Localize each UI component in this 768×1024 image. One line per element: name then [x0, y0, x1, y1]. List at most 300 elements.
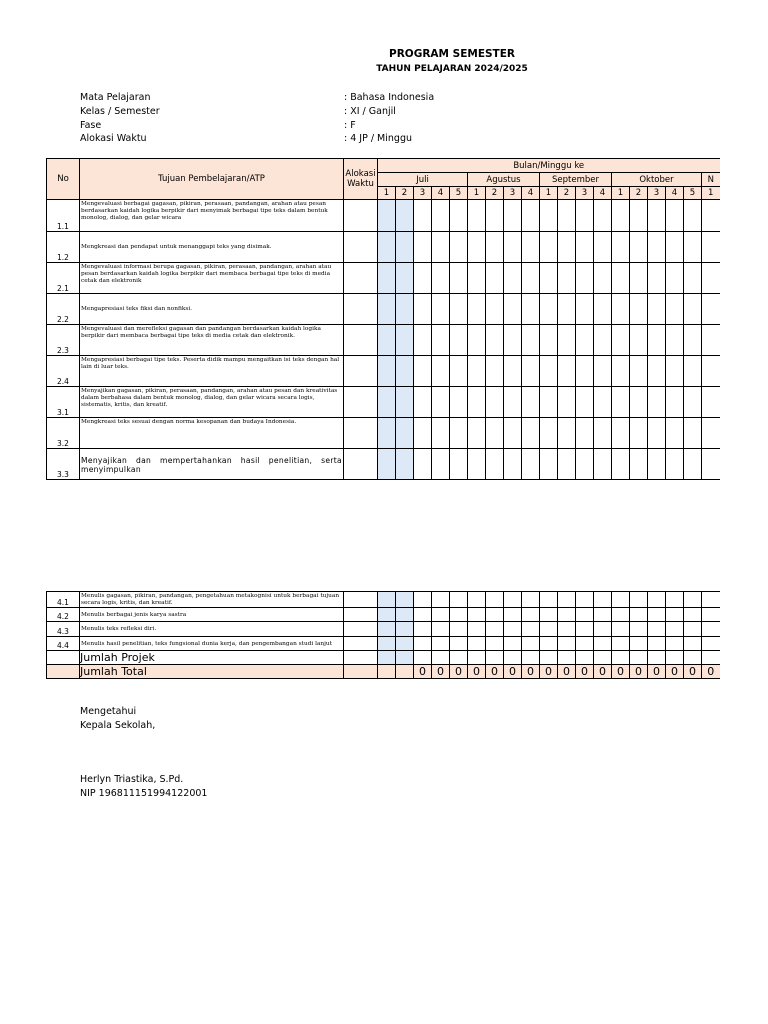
week-cell[interactable]	[630, 263, 648, 294]
week-cell[interactable]	[432, 622, 450, 637]
week-cell[interactable]	[504, 608, 522, 622]
week-cell[interactable]	[450, 356, 468, 387]
week-cell[interactable]	[630, 200, 648, 232]
week-cell[interactable]	[666, 200, 684, 232]
week-cell[interactable]	[378, 608, 396, 622]
week-cell[interactable]	[648, 356, 666, 387]
week-cell[interactable]	[414, 232, 432, 263]
week-cell[interactable]	[450, 637, 468, 651]
week-cell[interactable]	[630, 651, 648, 665]
week-cell[interactable]	[486, 263, 504, 294]
week-cell[interactable]	[702, 418, 720, 449]
row-alokasi[interactable]	[344, 637, 378, 651]
week-cell[interactable]	[432, 592, 450, 608]
week-cell[interactable]	[450, 325, 468, 356]
week-cell[interactable]	[486, 418, 504, 449]
week-cell[interactable]	[414, 387, 432, 418]
row-alokasi[interactable]	[344, 200, 378, 232]
week-cell[interactable]	[612, 592, 630, 608]
total-value: 0	[486, 665, 504, 679]
week-cell[interactable]	[414, 622, 432, 637]
week-cell[interactable]	[558, 449, 576, 480]
week-cell[interactable]	[468, 294, 486, 325]
week-cell[interactable]	[612, 608, 630, 622]
week-cell[interactable]	[522, 294, 540, 325]
week-cell[interactable]	[396, 200, 414, 232]
week-cell[interactable]	[468, 325, 486, 356]
week-cell[interactable]	[504, 592, 522, 608]
week-cell[interactable]	[414, 356, 432, 387]
week-cell[interactable]	[612, 637, 630, 651]
week-cell[interactable]	[702, 651, 720, 665]
week-cell[interactable]	[378, 418, 396, 449]
week-cell[interactable]	[648, 387, 666, 418]
week-cell[interactable]	[648, 651, 666, 665]
week-cell[interactable]	[396, 651, 414, 665]
total-value: 0	[540, 665, 558, 679]
week-cell[interactable]	[396, 637, 414, 651]
week-cell[interactable]	[576, 608, 594, 622]
week-cell[interactable]	[576, 294, 594, 325]
week-cell[interactable]	[594, 232, 612, 263]
week-cell[interactable]	[432, 637, 450, 651]
week-cell[interactable]	[504, 325, 522, 356]
week-cell[interactable]	[684, 449, 702, 480]
header-week: 4	[432, 187, 450, 200]
week-cell[interactable]	[468, 592, 486, 608]
total-value: 0	[648, 665, 666, 679]
week-cell[interactable]	[666, 637, 684, 651]
week-cell[interactable]	[522, 608, 540, 622]
header-month: Juli	[378, 173, 468, 187]
week-cell[interactable]	[432, 200, 450, 232]
week-cell[interactable]	[468, 449, 486, 480]
week-cell[interactable]	[486, 294, 504, 325]
week-cell[interactable]	[558, 592, 576, 608]
week-cell[interactable]	[432, 387, 450, 418]
week-cell[interactable]	[396, 356, 414, 387]
week-cell[interactable]	[576, 449, 594, 480]
week-cell[interactable]	[576, 200, 594, 232]
week-cell[interactable]	[576, 418, 594, 449]
week-cell[interactable]	[468, 622, 486, 637]
week-cell[interactable]	[540, 608, 558, 622]
total-value: 0	[504, 665, 522, 679]
week-cell[interactable]	[630, 294, 648, 325]
week-cell[interactable]	[396, 294, 414, 325]
week-cell[interactable]	[576, 232, 594, 263]
week-cell[interactable]	[414, 651, 432, 665]
week-cell[interactable]	[666, 622, 684, 637]
week-cell[interactable]	[468, 387, 486, 418]
week-cell[interactable]	[378, 592, 396, 608]
week-cell[interactable]	[576, 622, 594, 637]
week-cell[interactable]	[684, 294, 702, 325]
week-cell[interactable]	[558, 200, 576, 232]
week-cell[interactable]	[630, 608, 648, 622]
week-cell[interactable]	[486, 651, 504, 665]
week-cell[interactable]	[450, 449, 468, 480]
week-cell[interactable]	[522, 263, 540, 294]
week-cell[interactable]	[468, 356, 486, 387]
row-alokasi[interactable]	[344, 387, 378, 418]
week-cell[interactable]	[396, 449, 414, 480]
week-cell[interactable]	[576, 387, 594, 418]
week-cell[interactable]	[576, 263, 594, 294]
week-cell[interactable]	[594, 325, 612, 356]
week-cell[interactable]	[486, 232, 504, 263]
week-cell[interactable]	[666, 449, 684, 480]
week-cell[interactable]	[594, 637, 612, 651]
week-cell[interactable]	[666, 263, 684, 294]
row-alokasi[interactable]	[344, 418, 378, 449]
week-cell[interactable]	[522, 325, 540, 356]
week-cell[interactable]	[702, 592, 720, 608]
week-cell[interactable]	[702, 608, 720, 622]
week-cell[interactable]	[558, 325, 576, 356]
row-tujuan: Mengkreasi dan pendapat untuk menanggapi teks yang disimak.	[80, 232, 344, 263]
week-cell[interactable]	[522, 232, 540, 263]
week-cell[interactable]	[540, 651, 558, 665]
week-cell[interactable]	[414, 608, 432, 622]
week-cell[interactable]	[540, 622, 558, 637]
row-alokasi[interactable]	[344, 622, 378, 637]
week-cell[interactable]	[432, 651, 450, 665]
week-cell[interactable]	[396, 263, 414, 294]
week-cell[interactable]	[684, 608, 702, 622]
week-cell[interactable]	[414, 449, 432, 480]
week-cell[interactable]	[702, 263, 720, 294]
week-cell[interactable]	[504, 356, 522, 387]
meta-value: : XI / Ganjil	[344, 105, 396, 117]
week-cell[interactable]	[558, 622, 576, 637]
week-cell[interactable]	[396, 622, 414, 637]
week-cell[interactable]	[378, 232, 396, 263]
week-cell[interactable]	[684, 637, 702, 651]
week-cell[interactable]	[396, 418, 414, 449]
week-cell[interactable]	[432, 418, 450, 449]
week-cell[interactable]	[612, 449, 630, 480]
week-cell[interactable]	[558, 294, 576, 325]
week-cell[interactable]	[378, 637, 396, 651]
week-cell[interactable]	[612, 263, 630, 294]
week-cell[interactable]	[648, 232, 666, 263]
week-cell[interactable]	[630, 232, 648, 263]
header-tujuan: Tujuan Pembelajaran/ATP	[80, 159, 344, 200]
row-tujuan: Menyajikan dan mempertahankan hasil penelitian, serta menyimpulkan	[80, 449, 344, 480]
week-cell[interactable]	[486, 608, 504, 622]
week-cell[interactable]	[468, 232, 486, 263]
week-cell[interactable]	[450, 263, 468, 294]
week-cell[interactable]	[630, 449, 648, 480]
week-cell[interactable]	[540, 232, 558, 263]
week-cell[interactable]	[522, 418, 540, 449]
week-cell[interactable]	[378, 622, 396, 637]
week-cell[interactable]	[666, 356, 684, 387]
row-alokasi[interactable]	[344, 294, 378, 325]
week-cell[interactable]	[684, 325, 702, 356]
week-cell[interactable]	[630, 387, 648, 418]
row-alokasi[interactable]	[344, 263, 378, 294]
week-cell[interactable]	[594, 263, 612, 294]
week-cell[interactable]	[522, 200, 540, 232]
week-cell[interactable]	[630, 325, 648, 356]
week-cell[interactable]	[594, 387, 612, 418]
week-cell[interactable]	[648, 325, 666, 356]
week-cell[interactable]	[702, 232, 720, 263]
header-no: No	[47, 159, 80, 200]
row-tujuan: Menulis teks refleksi diri.	[80, 622, 344, 637]
week-cell[interactable]	[666, 387, 684, 418]
row-tujuan: Mengkreasi teks sesuai dengan norma kesopanan dan budaya Indonesia.	[80, 418, 344, 449]
week-cell[interactable]	[612, 622, 630, 637]
week-cell[interactable]	[558, 263, 576, 294]
week-cell[interactable]	[666, 294, 684, 325]
week-cell[interactable]	[504, 387, 522, 418]
week-cell[interactable]	[612, 356, 630, 387]
week-cell[interactable]	[504, 294, 522, 325]
week-cell[interactable]	[576, 637, 594, 651]
week-cell[interactable]	[540, 200, 558, 232]
week-cell[interactable]	[540, 592, 558, 608]
week-cell[interactable]	[450, 387, 468, 418]
week-cell[interactable]	[666, 651, 684, 665]
week-cell[interactable]	[558, 608, 576, 622]
week-cell[interactable]	[486, 356, 504, 387]
row-alokasi[interactable]	[344, 608, 378, 622]
week-cell[interactable]	[684, 592, 702, 608]
week-cell[interactable]	[648, 637, 666, 651]
week-cell[interactable]	[594, 608, 612, 622]
week-cell[interactable]	[594, 294, 612, 325]
week-cell[interactable]	[558, 232, 576, 263]
week-cell[interactable]	[558, 356, 576, 387]
week-cell[interactable]	[522, 449, 540, 480]
week-cell[interactable]	[630, 418, 648, 449]
week-cell[interactable]	[378, 356, 396, 387]
week-cell[interactable]	[432, 608, 450, 622]
week-cell[interactable]	[648, 200, 666, 232]
week-cell[interactable]	[558, 651, 576, 665]
week-cell[interactable]	[648, 592, 666, 608]
week-cell[interactable]	[540, 418, 558, 449]
week-cell[interactable]	[450, 622, 468, 637]
week-cell[interactable]	[378, 449, 396, 480]
week-cell[interactable]	[396, 232, 414, 263]
week-cell[interactable]	[576, 651, 594, 665]
week-cell[interactable]	[432, 356, 450, 387]
week-cell[interactable]	[648, 622, 666, 637]
row-alokasi[interactable]	[344, 449, 378, 480]
week-cell[interactable]	[468, 200, 486, 232]
week-cell[interactable]	[684, 622, 702, 637]
week-cell[interactable]	[576, 592, 594, 608]
week-cell[interactable]	[414, 592, 432, 608]
week-cell[interactable]	[594, 449, 612, 480]
week-cell[interactable]	[576, 356, 594, 387]
week-cell[interactable]	[594, 622, 612, 637]
week-cell[interactable]	[414, 325, 432, 356]
week-cell[interactable]	[504, 418, 522, 449]
row-alokasi[interactable]	[344, 592, 378, 608]
week-cell[interactable]	[702, 294, 720, 325]
week-cell[interactable]	[558, 387, 576, 418]
week-cell[interactable]	[594, 200, 612, 232]
week-cell[interactable]	[450, 592, 468, 608]
week-cell[interactable]	[504, 449, 522, 480]
week-cell[interactable]	[522, 651, 540, 665]
week-cell[interactable]	[702, 356, 720, 387]
program-table-bottom	[46, 591, 720, 679]
row-alokasi[interactable]	[344, 232, 378, 263]
week-cell[interactable]	[378, 651, 396, 665]
week-cell[interactable]	[684, 263, 702, 294]
week-cell[interactable]	[468, 608, 486, 622]
week-cell[interactable]	[540, 294, 558, 325]
header-week: 4	[666, 187, 684, 200]
week-cell[interactable]	[630, 637, 648, 651]
week-cell[interactable]	[432, 232, 450, 263]
week-cell[interactable]	[522, 637, 540, 651]
week-cell[interactable]	[468, 651, 486, 665]
week-cell[interactable]	[702, 325, 720, 356]
header-week: 3	[576, 187, 594, 200]
week-cell[interactable]	[540, 263, 558, 294]
week-cell[interactable]	[684, 387, 702, 418]
week-cell[interactable]	[414, 200, 432, 232]
week-cell[interactable]	[414, 263, 432, 294]
week-cell[interactable]	[702, 387, 720, 418]
week-cell[interactable]	[612, 418, 630, 449]
week-cell[interactable]	[396, 387, 414, 418]
week-cell[interactable]	[432, 294, 450, 325]
week-cell[interactable]	[486, 592, 504, 608]
week-cell[interactable]	[684, 200, 702, 232]
week-cell[interactable]	[378, 294, 396, 325]
week-cell[interactable]	[396, 608, 414, 622]
week-cell[interactable]	[396, 325, 414, 356]
week-cell[interactable]	[378, 325, 396, 356]
week-cell[interactable]	[540, 325, 558, 356]
week-cell[interactable]	[522, 387, 540, 418]
week-cell[interactable]	[432, 263, 450, 294]
week-cell[interactable]	[684, 232, 702, 263]
row-alokasi[interactable]	[344, 651, 378, 665]
week-cell[interactable]	[666, 418, 684, 449]
week-cell[interactable]	[540, 449, 558, 480]
week-cell[interactable]	[576, 325, 594, 356]
week-cell[interactable]	[450, 200, 468, 232]
week-cell[interactable]	[594, 592, 612, 608]
week-cell[interactable]	[468, 263, 486, 294]
week-cell[interactable]	[450, 294, 468, 325]
header-week: 4	[522, 187, 540, 200]
week-cell[interactable]	[432, 325, 450, 356]
week-cell[interactable]	[378, 200, 396, 232]
header-week: 5	[684, 187, 702, 200]
week-cell[interactable]	[702, 449, 720, 480]
week-cell[interactable]	[648, 608, 666, 622]
week-cell[interactable]	[504, 263, 522, 294]
week-cell[interactable]	[486, 449, 504, 480]
week-cell[interactable]	[486, 637, 504, 651]
week-cell[interactable]	[666, 592, 684, 608]
week-cell[interactable]	[684, 418, 702, 449]
week-cell[interactable]	[432, 449, 450, 480]
week-cell[interactable]	[504, 637, 522, 651]
week-cell[interactable]	[612, 232, 630, 263]
week-cell[interactable]	[648, 263, 666, 294]
week-cell[interactable]	[684, 356, 702, 387]
week-cell[interactable]	[522, 356, 540, 387]
week-cell[interactable]	[414, 294, 432, 325]
week-cell[interactable]	[450, 418, 468, 449]
week-cell[interactable]	[630, 622, 648, 637]
week-cell[interactable]	[414, 418, 432, 449]
week-cell[interactable]	[648, 294, 666, 325]
week-cell[interactable]	[540, 387, 558, 418]
row-alokasi[interactable]	[344, 325, 378, 356]
week-cell[interactable]	[540, 637, 558, 651]
week-cell[interactable]	[486, 200, 504, 232]
table-row	[47, 356, 720, 387]
week-cell[interactable]	[486, 387, 504, 418]
week-cell[interactable]	[702, 200, 720, 232]
week-cell[interactable]	[612, 294, 630, 325]
week-cell[interactable]	[504, 232, 522, 263]
week-cell[interactable]	[612, 325, 630, 356]
week-cell[interactable]	[594, 418, 612, 449]
week-cell[interactable]	[648, 449, 666, 480]
week-cell[interactable]	[684, 651, 702, 665]
document-title: PROGRAM SEMESTER	[389, 48, 515, 60]
week-cell[interactable]	[522, 592, 540, 608]
week-cell[interactable]	[468, 637, 486, 651]
week-cell[interactable]	[486, 325, 504, 356]
week-cell[interactable]	[612, 200, 630, 232]
week-cell[interactable]	[630, 356, 648, 387]
week-cell[interactable]	[450, 651, 468, 665]
week-cell[interactable]	[558, 637, 576, 651]
week-cell[interactable]	[486, 622, 504, 637]
week-cell[interactable]	[504, 622, 522, 637]
week-cell[interactable]	[594, 356, 612, 387]
week-cell[interactable]	[594, 651, 612, 665]
week-cell[interactable]	[504, 200, 522, 232]
week-cell[interactable]	[450, 232, 468, 263]
week-cell[interactable]	[648, 418, 666, 449]
week-cell[interactable]	[702, 622, 720, 637]
week-cell[interactable]	[468, 418, 486, 449]
week-cell[interactable]	[666, 608, 684, 622]
row-alokasi[interactable]	[344, 356, 378, 387]
week-cell[interactable]	[612, 387, 630, 418]
week-cell[interactable]	[414, 637, 432, 651]
week-cell[interactable]	[666, 325, 684, 356]
week-cell[interactable]	[540, 356, 558, 387]
week-cell[interactable]	[666, 232, 684, 263]
week-cell[interactable]	[612, 651, 630, 665]
week-cell[interactable]	[378, 387, 396, 418]
week-cell[interactable]	[702, 637, 720, 651]
week-cell[interactable]	[378, 263, 396, 294]
week-cell[interactable]	[450, 608, 468, 622]
week-cell[interactable]	[504, 651, 522, 665]
week-cell[interactable]	[630, 592, 648, 608]
week-cell[interactable]	[558, 418, 576, 449]
week-cell[interactable]	[396, 592, 414, 608]
week-cell[interactable]	[522, 622, 540, 637]
